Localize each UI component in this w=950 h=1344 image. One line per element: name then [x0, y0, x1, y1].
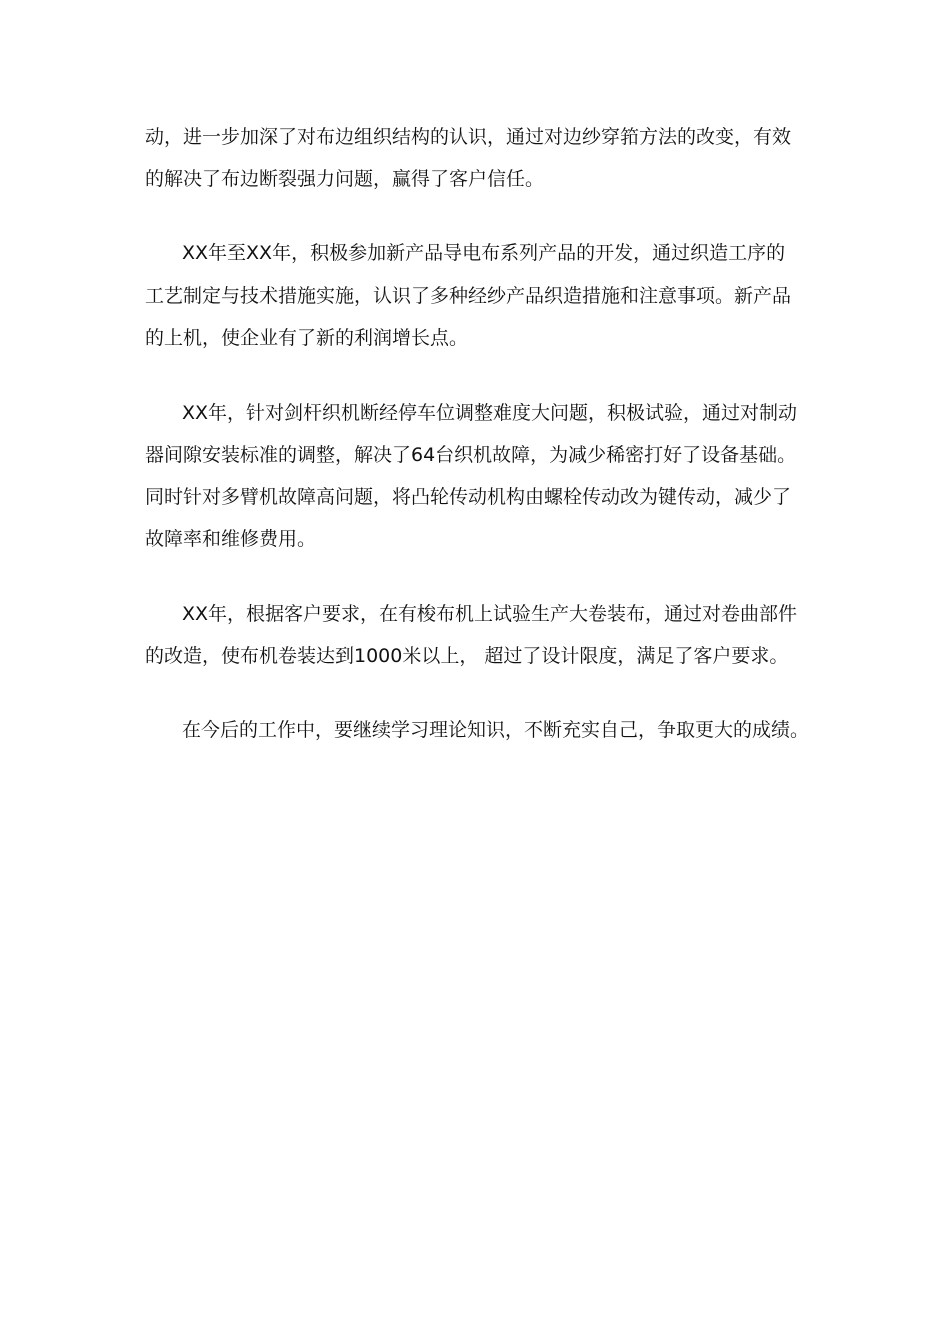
paragraph-3-line-1: XX年，针对剑杆织机断经停车位调整难度大问题，积极试验，通过对制动 [182, 402, 798, 424]
paragraph-5-line-1: 在今后的工作中，要继续学习理论知识，不断充实自己，争取更大的成绩。 [182, 719, 810, 741]
paragraph-2-line-3: 的上机，使企业有了新的利润增长点。 [145, 327, 469, 349]
paragraph-1-line-1: 动，进一步加深了对布边组织结构的认识，通过对边纱穿筘方法的改变，有效 [145, 126, 792, 148]
paragraph-3-line-2: 器间隙安装标准的调整，解决了64台织机故障，为减少稀密打好了设备基础。 [145, 444, 797, 466]
paragraph-4-line-2: 的改造，使布机卷装达到1000米以上， 超过了设计限度，满足了客户要求。 [145, 645, 789, 667]
paragraph-3-line-3: 同时针对多臂机故障高问题，将凸轮传动机构由螺栓传动改为键传动，减少了 [145, 486, 792, 508]
paragraph-3-line-4: 故障率和维修费用。 [145, 528, 317, 550]
paragraph-4-line-1: XX年，根据客户要求，在有梭布机上试验生产大卷装布，通过对卷曲部件 [182, 603, 798, 625]
paragraph-1-line-2: 的解决了布边断裂强力问题，赢得了客户信任。 [145, 168, 545, 190]
paragraph-2-line-1: XX年至XX年，积极参加新产品导电布系列产品的开发，通过织造工序的 [182, 242, 786, 264]
paragraph-2-line-2: 工艺制定与技术措施实施，认识了多种经纱产品织造措施和注意事项。新产品 [145, 285, 792, 307]
